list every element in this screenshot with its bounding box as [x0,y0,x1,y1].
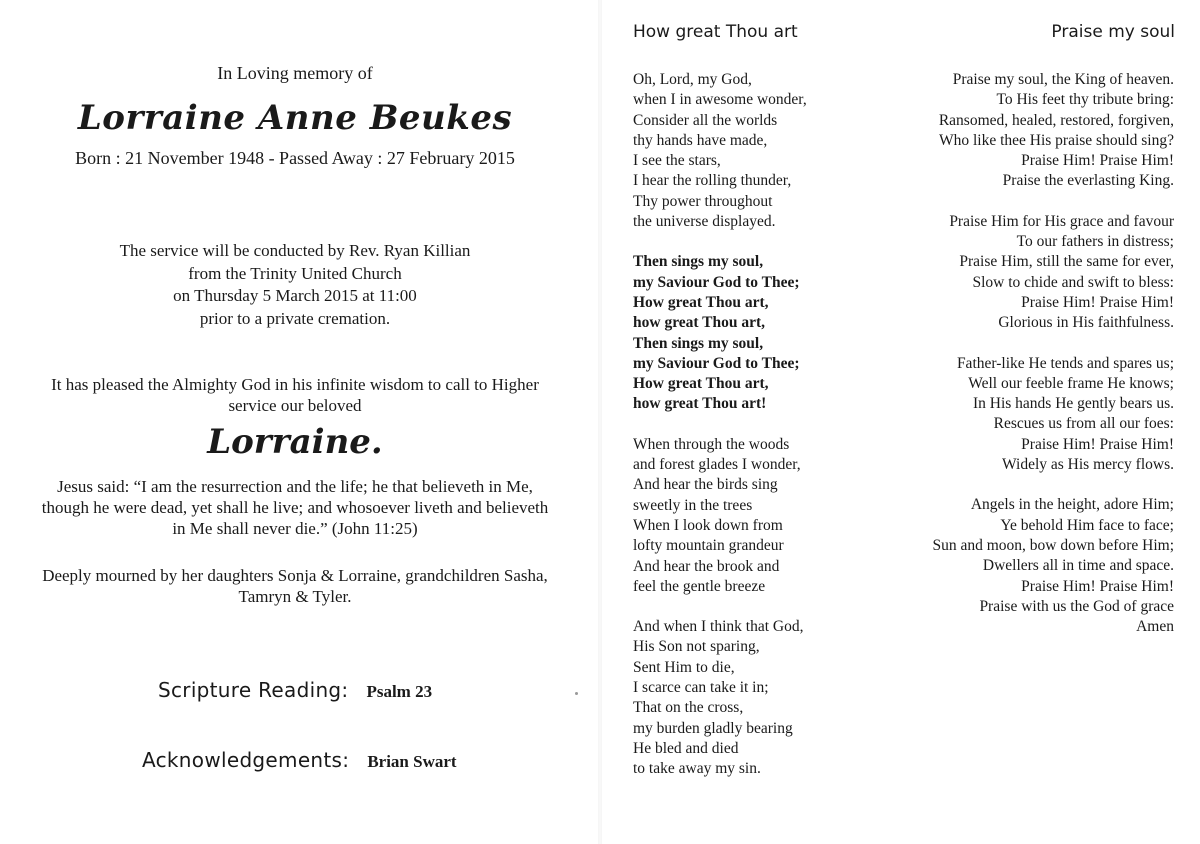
quote-line: in Me shall never die.” (John 11:25) [172,519,418,538]
hymn-line: Thy power throughout [633,192,773,210]
hymn-line: To His feet thy tribute bring: [996,91,1174,109]
hymn-line: how great Thou art, [633,314,766,332]
hymn-line: In His hands He gently bears us. [972,395,1174,413]
hymn-stanza [633,617,807,779]
paper-speck [575,692,578,695]
hymn-praise-my-soul [932,70,1174,657]
service-line: The service will be conducted by Rev. Ryan Killian [119,241,471,260]
hymn-line: Father-like He tends and spares us; [956,354,1174,372]
hymn-line: and forest glades I wonder, [633,456,801,474]
hymn-line: sweetly in the trees [633,496,753,514]
hymn-line: feel the gentle breeze [633,577,766,595]
mourned-line: Deeply mourned by her daughters Sonja & Lorraine, grandchildren Sasha, [42,566,548,585]
mourned-by [0,565,590,607]
hymn-line: Dwellers all in time and space. [982,557,1174,575]
hymn-line: Praise Him! Praise Him! [1021,293,1174,311]
hymn-stanza [633,70,807,232]
hymn-line: Then sings my soul, [633,253,764,271]
acknowledgements [142,748,457,773]
hymn-stanza [633,252,807,414]
hymn-line: I see the stars, [633,152,721,170]
hymn-line: His Son not sparing, [633,638,760,656]
hymn-line: Sent Him to die, [633,658,735,676]
hymn-line: Well our feeble frame He knows; [968,374,1174,392]
hymn-line: Consider all the worlds [633,111,778,129]
hymn-line: Angels in the height, adore Him; [970,496,1174,514]
hymn-line: Praise the everlasting King. [1002,172,1174,190]
life-dates: Born : 21 November 1948 - Passed Away : 27 February 2015 [75,148,515,168]
hymn-line: my burden gladly bearing [633,719,793,737]
hymn-line: thy hands have made, [633,131,768,149]
hymn-stanza [932,212,1174,334]
hymn-stanza [932,354,1174,476]
scripture-quote [0,476,590,539]
hymn-title-praise-my-soul: Praise my soul [1051,22,1175,42]
hymn-line: Praise Him for His grace and favour [949,212,1174,230]
quote-line: though he were dead, yet shall he live; and whosoever liveth and believeth [41,498,549,517]
scripture-reading-label: Scripture Reading: [158,678,349,702]
hymn-line: my Saviour God to Thee; [633,273,800,291]
service-line: prior to a private cremation. [199,308,391,328]
hymn-line: Praise Him, still the same for ever, [959,253,1174,271]
quote-line: Jesus said: “I am the resurrection and the life; he that believeth in Me, [57,477,533,496]
hymn-line: That on the cross, [633,699,744,717]
hymn-line: And hear the brook and [633,557,780,575]
pleased-line: It has pleased the Almighty God in his infinite wisdom to call to Higher [51,375,539,394]
hymn-line: when I in awesome wonder, [633,91,807,109]
hymn-line: Praise Him! Praise Him! [1021,435,1174,453]
hymn-line: How great Thou art, [633,293,769,311]
hymn-line: Who like thee His praise should sing? [938,131,1174,149]
hymn-line: Ransomed, healed, restored, forgiven, [938,111,1174,129]
mourned-line: Tamryn & Tyler. [238,587,352,606]
service-details [0,240,590,330]
hymn-line: Praise my soul, the King of heaven. [952,71,1174,88]
acknowledgements-label: Acknowledgements: [142,748,350,772]
hymn-line: And hear the birds sing [633,476,778,494]
hymn-line: how great Thou art! [633,395,767,413]
hymn-line: Rescues us from all our foes: [993,415,1174,433]
deceased-short-name: Lorraine. [207,422,383,462]
pleased-statement [0,374,590,416]
hymn-line: Glorious in His faithfulness. [998,314,1174,332]
hymn-line: Praise Him! Praise Him! [1021,152,1174,170]
hymn-line: Praise Him! Praise Him! [1021,577,1174,595]
hymn-line: Then sings my soul, [633,334,764,352]
hymn-line: And when I think that God, [633,618,804,636]
hymn-line: Ye behold Him face to face; [1000,516,1174,534]
page-fold [598,0,602,844]
acknowledgements-value: Brian Swart [367,752,457,771]
hymn-line: Sun and moon, bow down before Him; [932,536,1174,554]
hymn-line: He bled and died [633,739,739,757]
hymn-stanza [633,435,807,597]
pleased-line: service our beloved [228,396,362,415]
hymn-line: Praise with us the God of grace [979,597,1174,615]
service-line: from the Trinity United Church [188,263,402,283]
hymn-line: my Saviour God to Thee; [633,354,800,372]
hymn-stanza [932,70,1174,192]
hymn-line: Oh, Lord, my God, [633,71,752,88]
hymn-how-great-thou-art [633,70,807,800]
hymn-stanza [932,495,1174,637]
hymn-line: When I look down from [633,516,783,534]
hymn-line: How great Thou art, [633,375,769,393]
deceased-full-name: Lorraine Anne Beukes [77,98,513,138]
scripture-reading [158,678,432,703]
memorial-intro: In Loving memory of [217,63,373,83]
hymn-line: To our fathers in distress; [1016,233,1174,251]
hymn-line: Amen [1136,618,1174,636]
scripture-reading-value: Psalm 23 [366,682,433,701]
hymn-line: to take away my sin. [633,760,761,778]
hymn-line: Slow to chide and swift to bless: [972,273,1174,291]
hymn-line: Widely as His mercy flows. [1002,456,1174,474]
hymn-line: I hear the rolling thunder, [633,172,792,190]
hymn-title-how-great: How great Thou art [633,22,798,42]
hymn-line: When through the woods [633,435,790,453]
hymn-line: lofty mountain grandeur [633,537,784,555]
service-line: on Thursday 5 March 2015 at 11:00 [173,286,417,305]
hymn-line: I scarce can take it in; [633,679,769,697]
hymn-line: the universe displayed. [633,213,776,231]
